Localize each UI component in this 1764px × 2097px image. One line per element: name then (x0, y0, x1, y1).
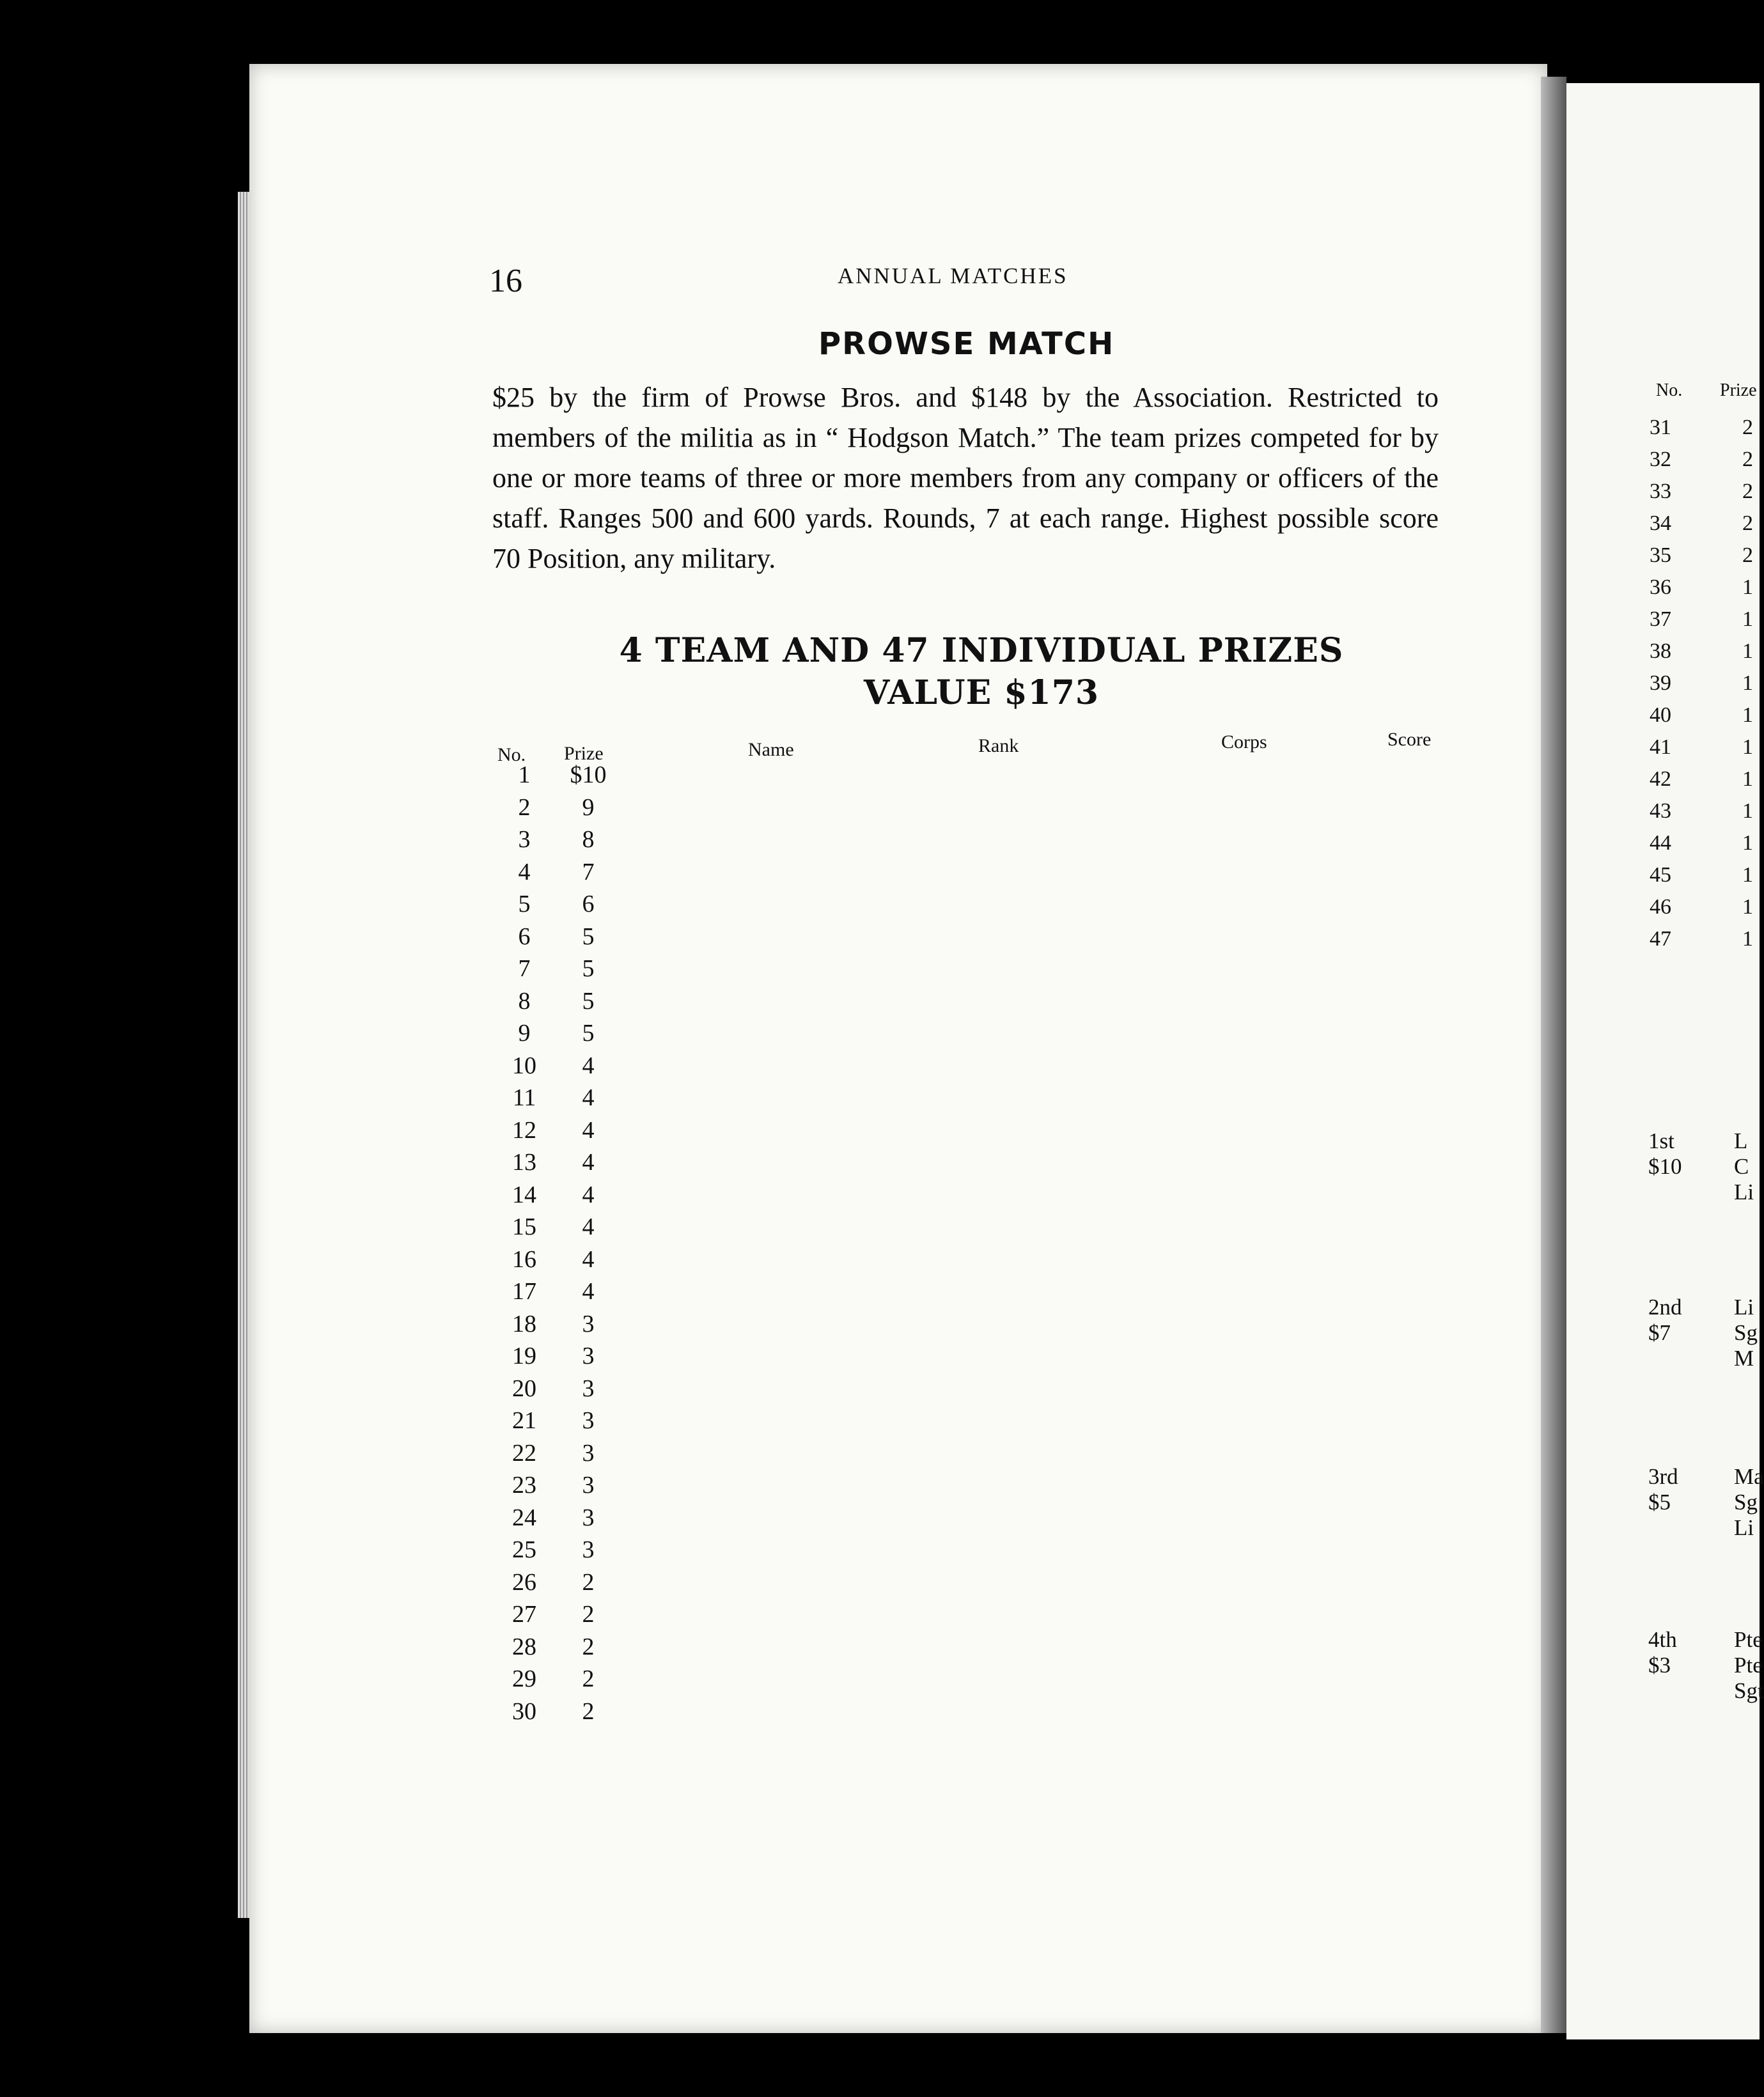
facing-entry-prize: 2 (1742, 511, 1753, 535)
team-members (1734, 1627, 1764, 1704)
match-description: $25 by the firm of Prowse Bros. and $148 by the Association. Restricted to members of the militia as in “ Hodgson Match.” The team prizes competed for by one or more teams of three or more members from any company or officers of the staff. Ranges 500 and 600 yards. Rounds, 7 at each range. Highest possible score 70 Position, any military. (492, 382, 1439, 574)
entry-number: 27 (512, 1601, 536, 1628)
entry-prize: 3 (582, 1439, 595, 1467)
entry-number: 30 (512, 1697, 536, 1725)
table-row (0, 1213, 1471, 1245)
book-gutter (1541, 77, 1566, 2033)
facing-entry-number: 46 (1650, 895, 1671, 919)
team-member-rank: Sg (1734, 1490, 1758, 1515)
entry-number: 26 (512, 1568, 536, 1596)
table-row (0, 1181, 1471, 1213)
facing-entry-prize: 1 (1742, 831, 1753, 855)
table-row (0, 1697, 1471, 1729)
entry-number: 9 (518, 1020, 531, 1047)
table-row (0, 1084, 1471, 1116)
facing-entry-number: 38 (1650, 639, 1671, 663)
team-member-rank: Pte (1734, 1627, 1763, 1652)
table-row (0, 1665, 1471, 1697)
team-member-rank: Li (1734, 1180, 1754, 1204)
entry-number: 21 (512, 1407, 536, 1434)
table-row (0, 1245, 1471, 1277)
facing-entry-number: 44 (1650, 831, 1671, 855)
entry-prize: 2 (582, 1665, 595, 1692)
table-row (0, 1277, 1471, 1309)
facing-entry-number: 37 (1650, 607, 1671, 631)
team-prize-amount: $7 (1648, 1320, 1671, 1345)
entry-prize: 3 (582, 1472, 595, 1499)
match-title: PROWSE MATCH (818, 326, 1115, 362)
table-row (0, 1375, 1471, 1407)
team-member-rank: Sgt (1734, 1678, 1764, 1703)
table-row (0, 1600, 1471, 1632)
team-place (1648, 1128, 1682, 1180)
facing-entry-prize: 1 (1742, 767, 1753, 791)
facing-entry-prize: 1 (1742, 799, 1753, 823)
entry-prize: 5 (582, 987, 595, 1015)
facing-entry-prize: 2 (1742, 448, 1753, 471)
entry-number: 7 (518, 955, 531, 982)
entry-prize: 3 (582, 1407, 595, 1434)
facing-entry-number: 41 (1650, 735, 1671, 759)
entry-number: 10 (512, 1052, 536, 1079)
team-prize-amount: $5 (1648, 1490, 1671, 1515)
facing-header-no: No. (1656, 380, 1683, 400)
entry-number: 23 (512, 1472, 536, 1499)
team-place (1648, 1627, 1677, 1678)
entry-prize: 5 (582, 955, 595, 982)
table-row (0, 923, 1471, 955)
entry-number: 12 (512, 1116, 536, 1144)
table-row (0, 793, 1471, 825)
entry-number: 20 (512, 1375, 536, 1402)
facing-entry-prize: 1 (1742, 927, 1753, 951)
entry-prize: 4 (582, 1116, 595, 1144)
team-prize-amount: $3 (1648, 1653, 1671, 1678)
table-row (0, 1568, 1471, 1600)
table-row (0, 825, 1471, 857)
team-member-rank: Li (1734, 1515, 1754, 1540)
facing-entry-number: 42 (1650, 767, 1671, 791)
table-row (0, 1116, 1471, 1148)
facing-entry-number: 39 (1650, 671, 1671, 695)
team-member-rank: C (1734, 1154, 1749, 1179)
entry-prize: 3 (582, 1536, 595, 1563)
facing-entry-number: 31 (1650, 416, 1671, 439)
entry-number: 18 (512, 1310, 536, 1337)
entry-number: 3 (518, 826, 531, 853)
facing-entry-number: 33 (1650, 479, 1671, 503)
table-row (0, 1439, 1471, 1471)
entry-prize: 2 (582, 1633, 595, 1660)
table-row (0, 1633, 1471, 1665)
entry-number: 15 (512, 1213, 536, 1240)
entry-prize: 6 (582, 891, 595, 917)
team-prize-amount: $10 (1648, 1154, 1682, 1179)
entry-number: 25 (512, 1536, 536, 1563)
column-headers (0, 729, 1471, 765)
entry-number: 4 (518, 858, 531, 885)
team-member-rank: Ma (1734, 1464, 1764, 1489)
facing-entry-prize: 1 (1742, 607, 1753, 631)
table-row (0, 987, 1471, 1019)
facing-entry-prize: 1 (1742, 639, 1753, 663)
prize-headline-line-2: VALUE $173 (863, 673, 1100, 712)
facing-entry-prize: 2 (1742, 416, 1753, 439)
column-header-rank: Rank (978, 735, 1019, 756)
facing-entry-number: 36 (1650, 575, 1671, 599)
entry-number: 5 (518, 891, 531, 917)
entry-number: 17 (512, 1278, 536, 1305)
facing-header-prize: Prize (1720, 380, 1757, 400)
table-row (0, 1407, 1471, 1438)
table-row (0, 858, 1471, 890)
entry-number: 8 (518, 987, 531, 1015)
team-member-rank: Sg (1734, 1320, 1758, 1345)
entry-number: 11 (512, 1084, 536, 1111)
entry-prize: 4 (582, 1181, 595, 1208)
entry-number: 19 (512, 1343, 536, 1369)
table-row (0, 890, 1471, 922)
facing-entry-prize: 1 (1742, 735, 1753, 759)
entry-prize: $10 (570, 761, 607, 788)
prize-headline-line-1: 4 TEAM AND 47 INDIVIDUAL PRIZES (619, 631, 1344, 670)
column-header-score: Score (1387, 729, 1432, 750)
facing-entry-prize: 2 (1742, 479, 1753, 503)
column-header-no: No. (497, 744, 526, 765)
entry-prize: 5 (582, 1020, 595, 1047)
facing-entry-number: 47 (1650, 927, 1671, 951)
facing-entry-number: 45 (1650, 863, 1671, 887)
column-header-corps: Corps (1221, 731, 1267, 752)
entry-number: 16 (512, 1245, 536, 1273)
entry-prize: 5 (582, 923, 595, 950)
team-place (1648, 1464, 1678, 1515)
team-member-rank: Pte (1734, 1653, 1763, 1678)
facing-entry-prize: 1 (1742, 703, 1753, 727)
facing-entry-prize: 2 (1742, 543, 1753, 567)
team-members (1734, 1295, 1758, 1371)
team-member-rank: Li (1734, 1295, 1754, 1320)
entry-prize: 4 (582, 1084, 595, 1111)
facing-entry-number: 32 (1650, 448, 1671, 471)
entry-prize: 3 (582, 1504, 595, 1531)
entry-number: 28 (512, 1633, 536, 1660)
entry-prize: 2 (582, 1601, 595, 1628)
facing-entry-prize: 1 (1742, 895, 1753, 919)
column-header-name: Name (748, 739, 794, 760)
table-row (0, 1148, 1471, 1180)
facing-entry-number: 40 (1650, 703, 1671, 727)
facing-entry-number: 35 (1650, 543, 1671, 567)
team-place-label: 3rd (1648, 1464, 1678, 1489)
team-member-rank: L (1734, 1128, 1748, 1153)
entry-prize: 4 (582, 1052, 595, 1079)
entry-prize: 4 (582, 1278, 595, 1305)
page-number: 16 (489, 263, 522, 299)
facing-page (1566, 83, 1760, 2039)
table-row (0, 1471, 1471, 1503)
table-row (0, 1310, 1471, 1342)
team-members (1734, 1464, 1764, 1541)
entry-prize: 4 (582, 1149, 595, 1176)
facing-entry-prize: 1 (1742, 575, 1753, 599)
running-head: ANNUAL MATCHES (838, 263, 1068, 288)
table-row (0, 955, 1471, 986)
team-place (1648, 1295, 1682, 1346)
table-row (0, 1052, 1471, 1084)
prize-headline (598, 630, 1365, 714)
entry-number: 2 (518, 793, 531, 821)
entry-prize: 4 (582, 1213, 595, 1240)
entry-prize: 3 (582, 1310, 595, 1337)
entry-prize: 9 (582, 793, 595, 821)
entry-number: 1 (518, 761, 531, 788)
team-member-rank: M (1734, 1346, 1754, 1371)
entry-prize: 2 (582, 1697, 595, 1725)
table-row (0, 761, 1471, 793)
facing-entry-prize: 1 (1742, 671, 1753, 695)
entry-prize: 2 (582, 1568, 595, 1596)
team-place-label: 4th (1648, 1627, 1677, 1652)
column-header-prize: Prize (564, 743, 604, 764)
facing-entry-number: 43 (1650, 799, 1671, 823)
facing-entry-number: 34 (1650, 511, 1671, 535)
facing-entry-prize: 1 (1742, 863, 1753, 887)
entry-number: 22 (512, 1439, 536, 1467)
entry-number: 24 (512, 1504, 536, 1531)
table-row (0, 1536, 1471, 1568)
entry-number: 29 (512, 1665, 536, 1692)
table-row (0, 1342, 1471, 1374)
team-place-label: 2nd (1648, 1295, 1682, 1320)
entry-prize: 3 (582, 1343, 595, 1369)
team-members (1734, 1128, 1754, 1205)
entry-number: 14 (512, 1181, 536, 1208)
entry-prize: 8 (582, 826, 595, 853)
table-row (0, 1019, 1471, 1051)
table-row (0, 1504, 1471, 1536)
entry-number: 6 (518, 923, 531, 950)
entry-number: 13 (512, 1149, 536, 1176)
team-place-label: 1st (1648, 1128, 1674, 1153)
entry-prize: 7 (582, 858, 595, 885)
entry-prize: 3 (582, 1375, 595, 1402)
entry-prize: 4 (582, 1245, 595, 1273)
